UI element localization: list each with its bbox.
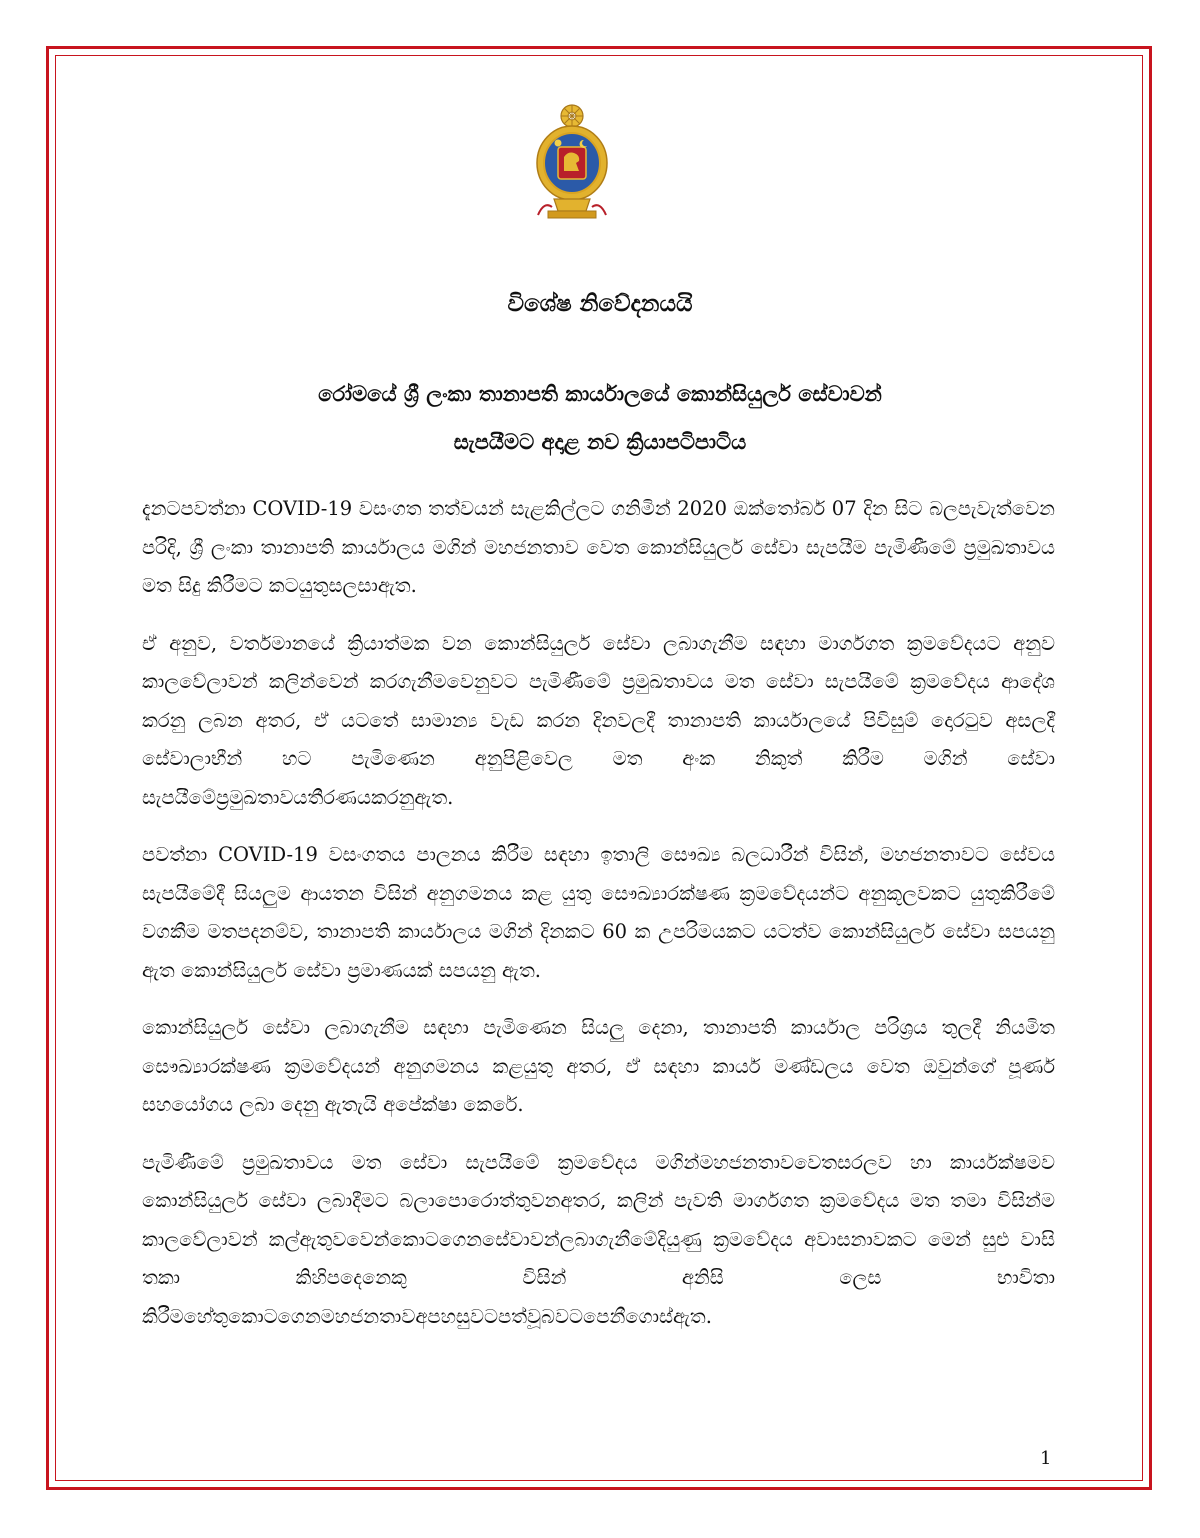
notice-body — [142, 490, 1055, 1355]
sri-lanka-emblem-icon — [534, 103, 610, 221]
subheading-line-2: සැපයීමට අදාළ නව ක්‍රියාපටිපාටිය — [453, 429, 747, 454]
page-number: 1 — [1040, 1448, 1052, 1469]
paragraph-4: කොන්සියුලර් සේවා ලබාගැනීම සඳහා පැමිණෙන සියලු දෙනා, තානාපති කාර්යාල පරිශ්‍රය තුලදී නියමිත සෞඛ්‍යාරක්ෂණ ක්‍රමවේදයන් අනුගමනය කළයුතු අතර, ඒ සඳහා කාර්ය මණ්ඩලය වෙත ඔවුන්ගේ පූර්ණ සහයෝගය ලබා දෙනු ඇතැයි අපේක්ෂා කෙරේ. — [142, 1016, 1055, 1116]
notice-subheading — [0, 370, 1200, 466]
subheading-line-1: රෝමයේ ශ්‍රී ලංකා තානාපති කාර්යාලයේ කොන්සියුලර් සේවාවන් — [318, 381, 882, 406]
paragraph-2: ඒ අනුව, වර්තමානයේ ක්‍රියාත්මක වන කොන්සියුලර් සේවා ලබාගැනීම සඳහා මාර්ගගත ක්‍රමවේදයට අනුව කාලවේලාවන් කලින්වෙන් කරගැනීමවෙනුවට පැමිණීමේ ප්‍රමුඛතාවය මත සේවා සැපයීමේ ක්‍රමවේදය ආදේශ කරනු ලබන අතර, ඒ යටතේ සාමාන්‍ය වැඩ කරන දිනවලදී තානාපති කාර්යාලයේ පිවිසුම් දොරටුව අසලදී සේවාලාභීන් හට පැමිණෙන අනුපිළිවෙල මත අංක නිකුත් කිරීම මගින් සේවා සැපයීමේප්‍රමුඛතාවයතීරණයකරනුඇත. — [142, 631, 1055, 809]
paragraph-1: දැනටපවත්නා COVID-19 වසංගත තත්වයන් සැළකිල්ලට ගනිමින් 2020 ඔක්තෝබර් 07 දින සිට බලපැවැත්වෙන පරිදි, ශ්‍රී ලංකා තානාපති කාර්යාලය මගින් මහජනතාව වෙත කොන්සියුලර් සේවා සැපයීම පැමිණීමේ ප්‍රමුඛතාවය මත සිදු කිරීමට කටයුතුසලසාඇත. — [142, 497, 1055, 597]
paragraph-3: පවත්නා COVID-19 වසංගතය පාලනය කිරීම සඳහා ඉතාලි සෞඛ්‍ය බලධාරීන් විසින්, මහජනතාවට සේවය සැපයීමේදී සියලුම ආයතන විසින් අනුගමනය කළ යුතු සෞඛ්‍යාරක්ෂණ ක්‍රමවේදයන්ට අනුකූලවකට යුතුකිරීමේ වගකීම මතපදනම්ව, තානාපති කාර්යාලය මගින් දිනකට 60 ක උපරිමයකට යටත්ව කොන්සියුලර් සේවා සපයනු ඇත කොන්සියුලර් සේවා ප්‍රමාණයක් සපයනු ඇත. — [142, 843, 1055, 982]
notice-heading: විශේෂ නිවේදනයයි — [507, 290, 693, 317]
paragraph-5: පැමිණීමේ ප්‍රමුඛතාවය මත සේවා සැපයීමේ ක්‍රමවේදය මගින්මහජනතාවවෙතසරලව හා කාර්යක්ෂමව කොන්සියුලර් සේවා ලබාදීමට බලාපොරොත්තුවනඅතර, කලින් පැවති මාර්ගගත ක්‍රමවේදය මත තමා විසින්ම කාලවේලාවන් කල්ඇතුවවෙන්කොටගෙනසේවාවන්ලබාගැනීමේදියුණු ක්‍රමවේදය අවාසනාවකට මෙන් සුළු වාසි තකා කිහිපදෙනෙකු විසින් අනිසි ලෙස භාවිතා කිරීමහේතුකොටගෙනමහජනතාවඅපහසුවටපත්වූබවටපෙනීගොස්ඇත. — [142, 1150, 1055, 1328]
